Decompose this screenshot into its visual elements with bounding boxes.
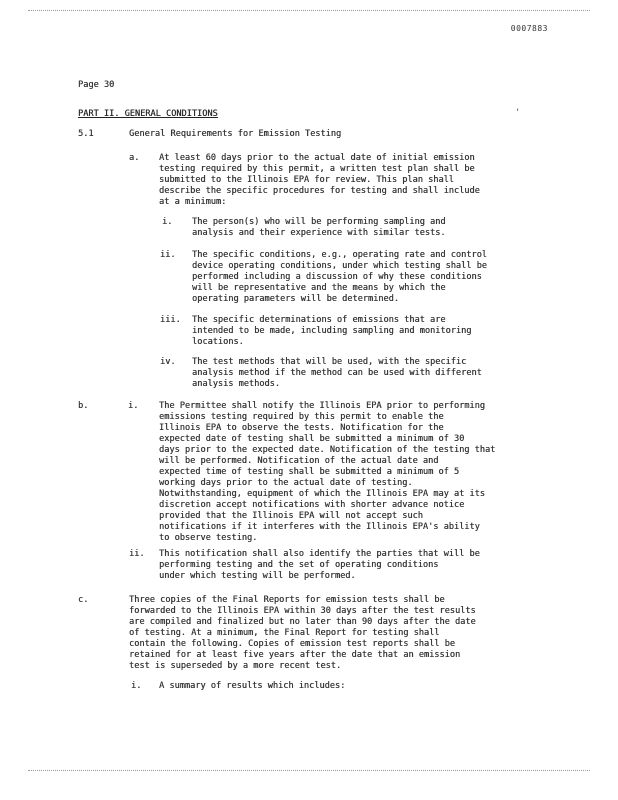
item-b-line: emissions testing required by this permit to enable the [159, 412, 444, 422]
item-c-line: of testing. At a minimum, the Final Report for testing shall [129, 628, 440, 638]
page-label: Page 30 [78, 80, 115, 90]
item-b-line: Notwithstanding, equipment of which the Illinois EPA may at its [159, 489, 485, 499]
item-c-line: Three copies of the Final Reports for emission tests shall be [129, 595, 445, 605]
scan-edge-bottom [28, 770, 590, 771]
item-a-i-label: i. [162, 217, 173, 227]
item-b-ii-line: performing testing and the set of operating conditions [159, 560, 439, 570]
item-c-line: retained for at least five years after the date that an emission [129, 650, 461, 660]
section-heading: PART II. GENERAL CONDITIONS [78, 109, 218, 119]
item-c-label: c. [78, 595, 89, 605]
item-b-line: expected date of testing shall be submitted a minimum of 30 [159, 434, 465, 444]
item-a-ii-label: ii. [160, 250, 176, 260]
item-b-line: working days prior to the actual date of testing. [159, 478, 413, 488]
item-a-iv-label: iv. [160, 357, 176, 367]
section-number: 5.1 [78, 129, 94, 139]
item-b-line: will be performed. Notification of the actual date and [159, 456, 439, 466]
item-a-label: a. [129, 153, 140, 163]
item-b-line: provided that the Illinois EPA will not accept such [159, 511, 423, 521]
item-b-line: notifications if it interferes with the Illinois EPA's ability [159, 522, 480, 532]
item-b-label: b. [78, 401, 89, 411]
scan-edge-top [28, 10, 590, 11]
item-b-line: Illinois EPA to observe the tests. Notification for the [159, 423, 444, 433]
item-a-ii-line: performed including a discussion of why these conditions [192, 272, 482, 282]
item-b-line: days prior to the expected date. Notification of the testing that [159, 445, 496, 455]
item-a-iii-line: locations. [192, 337, 244, 347]
item-a-line: submitted to the Illinois EPA for review. This plan shall [159, 175, 454, 185]
section-title: General Requirements for Emission Testing [129, 129, 342, 139]
item-a-i-line: analysis and their experience with similar tests. [192, 228, 446, 238]
item-b-line: The Permittee shall notify the Illinois EPA prior to performing [159, 401, 485, 411]
item-a-iv-line: analysis method if the method can be used with different [192, 368, 482, 378]
item-b-ii-line: This notification shall also identify the parties that will be [159, 549, 480, 559]
item-c-line: contain the following. Copies of emission test reports shall be [129, 639, 455, 649]
item-c-line: are compiled and finalized but no later than 90 days after the date [129, 617, 476, 627]
item-c-line: forwarded to the Illinois EPA within 30 days after the test results [129, 606, 476, 616]
margin-tick: ' [515, 108, 521, 118]
item-a-iv-line: The test methods that will be used, with the specific [192, 357, 467, 367]
item-b-ii-label: ii. [129, 549, 145, 559]
item-b-ii-line: under which testing will be performed. [159, 571, 356, 581]
item-a-ii-line: operating parameters will be determined. [192, 294, 399, 304]
item-a-iv-line: analysis methods. [192, 379, 280, 389]
item-a-i-line: The person(s) who will be performing sampling and [192, 217, 446, 227]
item-a-iii-label: iii. [160, 315, 181, 325]
item-b-line: discretion accept notifications with shorter advance notice [159, 500, 465, 510]
item-b-i-label: i. [128, 401, 139, 411]
item-a-ii-line: The specific conditions, e.g., operating rate and control [192, 250, 487, 260]
item-b-line: expected time of testing shall be submitted a minimum of 5 [159, 467, 460, 477]
item-a-iii-line: intended to be made, including sampling and monitoring [192, 326, 472, 336]
item-b-line: to observe testing. [159, 533, 258, 543]
item-a-line: describe the specific procedures for testing and shall include [159, 186, 480, 196]
item-a-line: At least 60 days prior to the actual date of initial emission [159, 153, 475, 163]
item-c-i-line: A summary of results which includes: [159, 681, 346, 691]
item-a-line: at a minimum: [159, 197, 227, 207]
item-c-line: test is superseded by a more recent test. [129, 661, 342, 671]
item-a-line: testing required by this permit, a written test plan shall be [159, 164, 475, 174]
document-id: 0007883 [510, 24, 548, 33]
item-c-i-label: i. [131, 681, 142, 691]
item-a-ii-line: device operating conditions, under which testing shall be [192, 261, 487, 271]
item-a-ii-line: will be representative and the means by which the [192, 283, 446, 293]
item-a-iii-line: The specific determinations of emissions that are [192, 315, 446, 325]
